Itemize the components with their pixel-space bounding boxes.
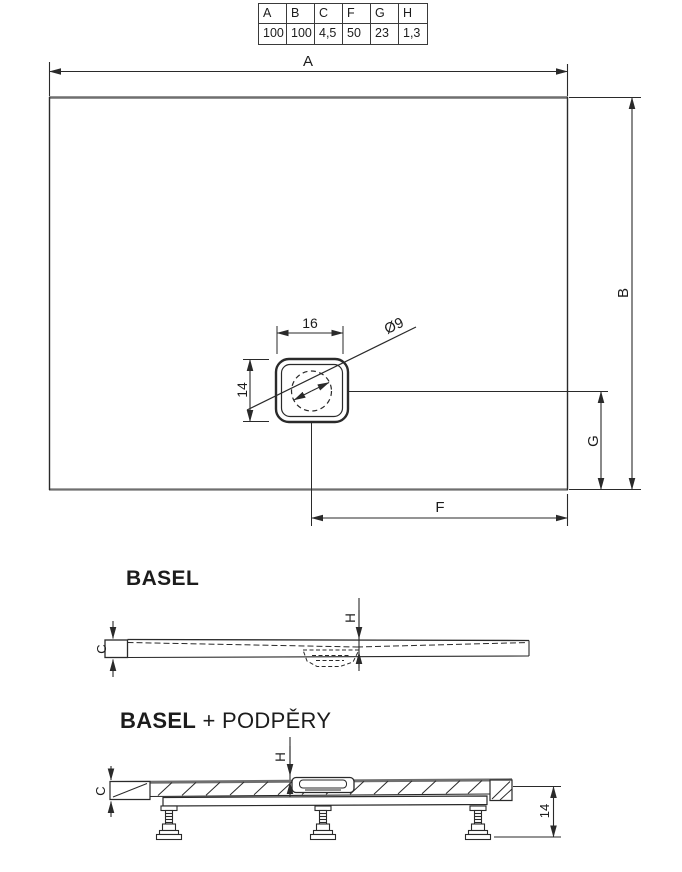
dim-label-f: F [435,499,445,516]
basel-dimension-h [343,598,359,671]
support-frame [157,796,491,840]
support-leg [311,806,336,840]
dimension-b [569,98,641,490]
podpery-dimension-c [93,766,111,817]
tray-outline [49,97,568,490]
dimension-f [312,494,568,526]
table-header-cell: B [287,4,315,24]
table-header-cell: F [343,4,371,24]
dimension-14-drain [234,360,269,422]
podpery-dim-label-h: H [273,752,288,762]
basel-podpery-title [120,708,331,734]
support-leg [466,806,491,840]
table-value-cell: 50 [343,24,371,44]
dim-label-14-drain: 14 [234,382,250,398]
dimension-g [585,392,602,490]
podpery-dim-label-14: 14 [537,803,552,819]
drain-centre-lines [312,392,609,527]
basel-side-view [94,598,529,677]
basel-dim-label-c: C [94,644,109,654]
table-value-cell: 23 [371,24,399,44]
table-header-cell: C [315,4,343,24]
dimension-16 [277,315,343,354]
dim-label-a: A [302,53,314,70]
dimension-table [258,3,428,45]
basel-tray-profile [105,640,529,658]
basel-podpery-title-suffix: + PODPĚRY [196,708,332,733]
podpery-side-view [93,737,561,840]
dim-label-b: B [615,287,632,299]
podpery-dim-label-c: C [93,786,108,796]
basel-podpery-title-main: BASEL [120,708,197,733]
table-value-cell: 100 [259,24,287,44]
plan-view [49,53,641,526]
table-header-cell: H [399,4,427,24]
basel-title: BASEL [126,567,200,590]
table-header-cell: G [371,4,399,24]
dim-label-16: 16 [302,315,318,331]
table-value-cell: 1,3 [403,26,421,40]
dim-label-diameter: Ø9 [382,314,407,338]
basel-dim-label-h: H [343,613,358,623]
podpery-drain [292,778,354,793]
support-leg [157,806,182,840]
dim-label-g: G [585,435,602,447]
table-value-cell: 4,5 [315,24,343,44]
table-header-cell: A [259,4,287,24]
basel-drain-trap [303,650,359,667]
table-value-cell: 100 [287,24,315,44]
dimension-a [50,53,568,96]
